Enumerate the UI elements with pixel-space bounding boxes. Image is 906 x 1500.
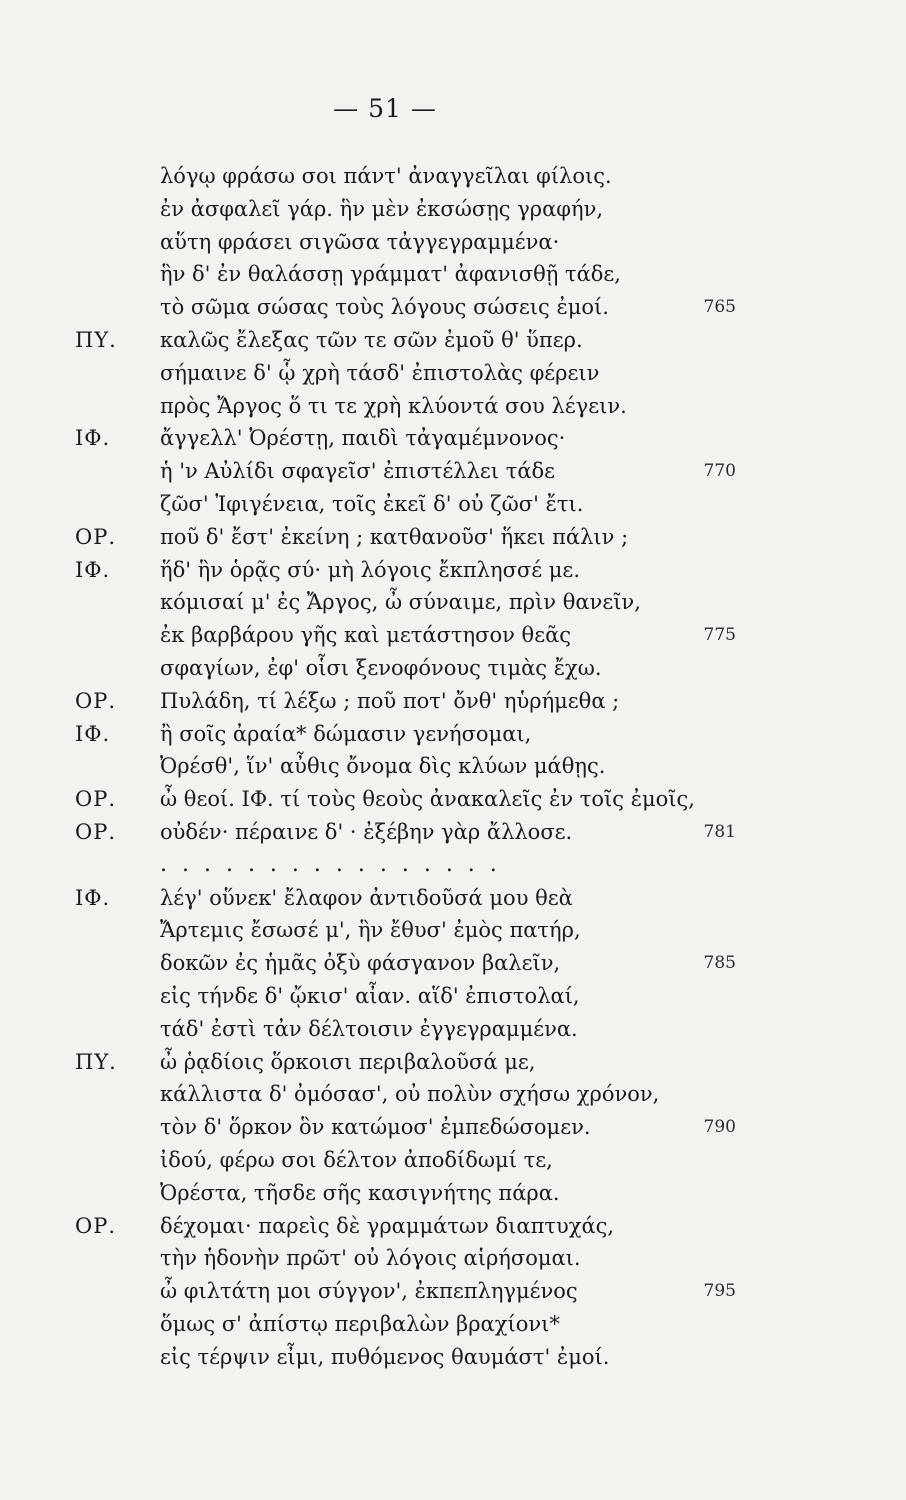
line-number: 770 <box>703 461 736 482</box>
verse-line <box>0 1046 906 1079</box>
verse-text: Ὀρέσθ', ἵν' αὖθις ὄνομα δὶς κλύων μάθῃς. <box>160 754 606 779</box>
verse-text: τάδ' ἐστὶ τἀν δέλτοισιν ἐγγεγραμμένα. <box>160 1016 578 1041</box>
verse-text: λόγῳ φράσω σοι πάντ' ἀναγγεῖλαι φίλοις. <box>160 164 612 188</box>
line-number: 790 <box>703 1117 736 1138</box>
verse-text: τὸ σῶμα σώσας τοὺς λόγους σώσεις ἐμοί. <box>160 295 609 320</box>
verse-line <box>0 1308 906 1341</box>
speaker-label: ΟΡ. <box>75 524 117 549</box>
verse-line <box>0 1013 906 1046</box>
verse-text: ἡ 'ν Αὐλίδι σφαγεῖσ' ἐπιστέλλει τάδε <box>160 459 556 484</box>
verse-text: κάλλιστα δ' ὀμόσασ', οὐ πολὺν σχήσω χρόνον, <box>160 1082 660 1107</box>
verse-text: εἰς τήνδε δ' ᾤκισ' αἶαν. αἵδ' ἐπιστολαί, <box>160 983 580 1008</box>
verse-line <box>0 1144 906 1177</box>
verse-line <box>0 1177 906 1210</box>
speaker-label: ΙΦ. <box>75 885 111 910</box>
verse-text: ἐκ βαρβάρου γῆς καὶ μετάστησον θεᾶς <box>160 623 572 648</box>
lacuna-line <box>0 849 906 882</box>
verse-text: πρὸς Ἄργος ὅ τι τε χρὴ κλύοντά σου λέγειν. <box>160 393 627 418</box>
verse-text: ὦ φιλτάτη μοι σύγγον', ἐκπεπληγμένος <box>160 1279 578 1304</box>
speaker-label: ΙΦ. <box>75 557 111 582</box>
line-number: 785 <box>703 953 736 974</box>
verse-line <box>0 160 906 193</box>
verse-line <box>0 1242 906 1275</box>
verse-text: οὐδέν· πέραινε δ' · ἐξέβην γὰρ ἄλλοσε. <box>160 819 573 844</box>
verse-line <box>0 980 906 1013</box>
verse-text: ἣν δ' ἐν θαλάσσῃ γράμματ' ἀφανισθῇ τάδε, <box>160 262 621 287</box>
verse-line <box>0 783 906 816</box>
verse-line <box>0 226 906 259</box>
verse-text: ἢ σοῖς ἀραία* δώμασιν γενήσομαι, <box>160 721 532 746</box>
verse-line <box>0 619 906 652</box>
verse-line <box>0 1210 906 1243</box>
verse-text: Ὀρέστα, τῆσδε σῆς κασιγνήτης πάρα. <box>160 1180 560 1205</box>
verse-line <box>0 390 906 423</box>
verse-line <box>0 652 906 685</box>
verse-line <box>0 1111 906 1144</box>
verse-line <box>0 521 906 554</box>
verse-text: ὦ θεοί. ΙΦ. τί τοὺς θεοὺς ἀνακαλεῖς ἐν τοῖς ἐμοῖς, <box>160 787 695 812</box>
verse-text: ἰδού, φέρω σοι δέλτον ἀποδίδωμί τε, <box>160 1147 553 1172</box>
verse-text: εἰς τέρψιν εἶμι, πυθόμενος θαυμάστ' ἐμοί. <box>160 1344 610 1369</box>
verse-text: ὦ ῥᾳδίοις ὅρκοισι περιβαλοῦσά με, <box>160 1049 536 1074</box>
verse-text: ἄγγελλ' Ὀρέστῃ, παιδὶ τἀγαμέμνονος· <box>160 426 566 451</box>
verse-line <box>0 455 906 488</box>
verse-text: δοκῶν ἐς ἡμᾶς ὀξὺ φάσγανον βαλεῖν, <box>160 951 561 976</box>
verse-line <box>0 193 906 226</box>
verse-text: τὴν ἡδονὴν πρῶτ' οὐ λόγοις αἱρήσομαι. <box>160 1246 581 1271</box>
speaker-label: ΙΦ. <box>75 426 111 451</box>
verse-text: ὅμως σ' ἀπίστῳ περιβαλὼν βραχίονι* <box>160 1311 560 1336</box>
verse-line <box>0 1078 906 1111</box>
speaker-label: ΟΡ. <box>75 1213 117 1238</box>
verse-line <box>0 324 906 357</box>
verse-text: καλῶς ἔλεξας τῶν τε σῶν ἐμοῦ θ' ὕπερ. <box>160 327 583 352</box>
verse-line <box>0 718 906 751</box>
verse-line <box>0 488 906 521</box>
verse-line <box>0 816 906 849</box>
verse-text: δέχομαι· παρεὶς δὲ γραμμάτων διαπτυχάς, <box>160 1213 615 1238</box>
verse-text: Ἄρτεμις ἔσωσέ μ', ἣν ἔθυσ' ἐμὸς πατήρ, <box>160 918 581 943</box>
verse-text: Πυλάδη, τί λέξω ; ποῦ ποτ' ὄνθ' ηὑρήμεθα ; <box>160 688 620 713</box>
verse-text: ποῦ δ' ἔστ' ἐκείνη ; κατθανοῦσ' ἥκει πάλιν ; <box>160 524 629 549</box>
line-number: 775 <box>703 625 736 646</box>
verse-line <box>0 1275 906 1308</box>
verse-text: σήμαινε δ' ᾧ χρὴ τάσδ' ἐπιστολὰς φέρειν <box>160 360 600 385</box>
verse-text: τὸν δ' ὅρκον ὃν κατώμοσ' ἐμπεδώσομεν. <box>160 1115 591 1140</box>
line-number: 781 <box>703 821 736 842</box>
verse-line <box>0 258 906 291</box>
verse-line <box>0 1341 906 1374</box>
speaker-label: ΙΦ. <box>75 721 111 746</box>
verse-line <box>0 882 906 915</box>
verse-line <box>0 291 906 324</box>
speaker-label: ΠΥ. <box>75 1049 117 1074</box>
verse-text: ἐν ἀσφαλεῖ γάρ. ἣν μὲν ἐκσώσῃς γραφήν, <box>160 196 604 221</box>
verse-text: λέγ' οὕνεκ' ἔλαφον ἀντιδοῦσά μου θεὰ <box>160 885 573 910</box>
verse-line <box>0 554 906 587</box>
verse-line <box>0 914 906 947</box>
page-number: — 51 — <box>333 94 437 123</box>
speaker-label: ΟΡ. <box>75 688 117 713</box>
speaker-label: ΟΡ. <box>75 787 117 812</box>
speaker-label: ΟΡ. <box>75 819 117 844</box>
verse-line <box>0 750 906 783</box>
line-number: 795 <box>703 1281 736 1302</box>
verse-line <box>0 586 906 619</box>
verse-text: σφαγίων, ἐφ' οἷσι ξενοφόνους τιμὰς ἔχω. <box>160 655 602 680</box>
verse-text: ἥδ' ἣν ὁρᾷς σύ· μὴ λόγοις ἔκπλησσέ με. <box>160 557 580 582</box>
verse-line <box>0 357 906 390</box>
verse-text: κόμισαί μ' ἐς Ἄργος, ὦ σύναιμε, πρὶν θανεῖν, <box>160 590 641 615</box>
verse-text: . . . . . . . . . . . . . . . . <box>160 851 501 877</box>
verse-line <box>0 947 906 980</box>
verse-text: ζῶσ' Ἰφιγένεια, τοῖς ἐκεῖ δ' οὐ ζῶσ' ἔτι. <box>160 491 584 516</box>
verse-line <box>0 422 906 455</box>
verse-text: αὕτη φράσει σιγῶσα τἀγγεγραμμένα· <box>160 229 560 254</box>
verse-line <box>0 685 906 718</box>
verse-block <box>0 160 906 1373</box>
speaker-label: ΠΥ. <box>75 327 117 352</box>
line-number: 765 <box>703 297 736 318</box>
